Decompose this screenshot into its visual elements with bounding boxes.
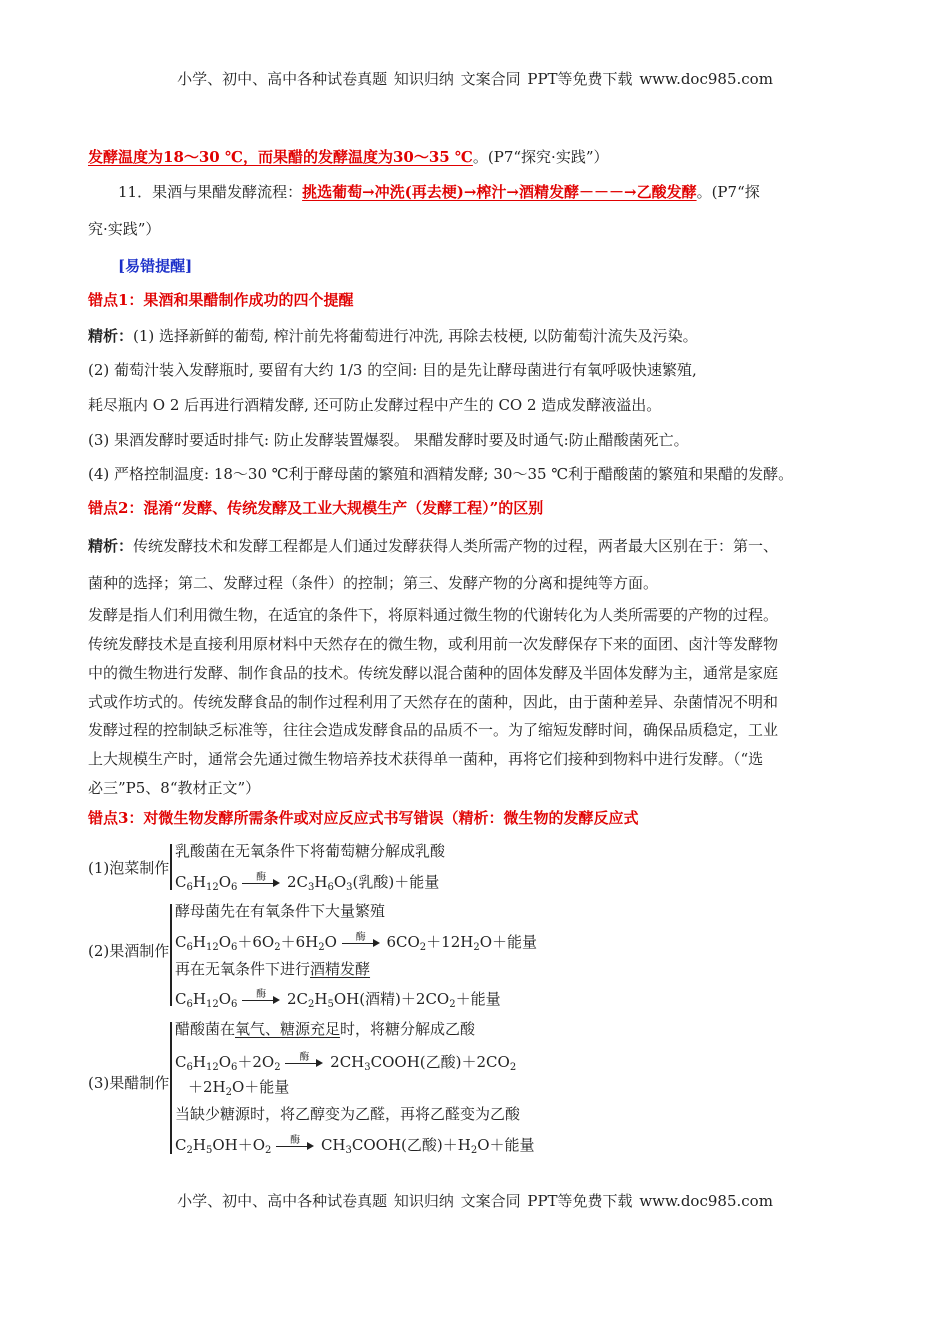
vinegar-eq2-lhs: $C_2H_5OH+O_2$ bbox=[175, 1136, 272, 1156]
enzyme-label: 酶 bbox=[355, 932, 366, 943]
vinegar-label: (3)果醋制作 bbox=[88, 1074, 170, 1092]
pickle-eq-rhs: $2C_3H_6O_3$(乳酸)＋能量 bbox=[286, 873, 440, 893]
vinegar-eq1-rhs: $2CH_3COOH$(乙酸)$+2CO_2$ bbox=[330, 1053, 517, 1073]
vinegar-equation-2 bbox=[175, 1134, 535, 1156]
wine-equation-1 bbox=[175, 931, 537, 953]
error-2-text-1: 传统发酵技术和发酵工程都是人们通过发酵获得人类所需产物的过程，两者最大区别在于：第一、 bbox=[133, 537, 779, 555]
error-1-line-4: (3) 果酒发酵时要适时排气: 防止发酵装置爆裂。 果醋发酵时要及时通气:防止醋酸菌死亡。 bbox=[88, 431, 689, 449]
vinegar-eq1-lhs: $C_6H_{12}O_6+2O_2$ bbox=[175, 1053, 281, 1073]
error-1-text-1: (1) 选择新鲜的葡萄, 榨汁前先将葡萄进行冲洗, 再除去枝梗, 以防葡萄汁流失及污染。 bbox=[133, 327, 698, 345]
wine-desc-1: 酵母菌先在有氧条件下大量繁殖 bbox=[175, 902, 386, 920]
page-header: 小学、初中、高中各种试卷真题 知识归纳 文案合同 PPT等免费下载 www.doc985.com bbox=[177, 70, 773, 88]
wine-equation-2 bbox=[175, 988, 501, 1010]
vinegar-brace bbox=[170, 1022, 172, 1154]
error-2-para-2: 传统发酵技术是直接利用原材料中天然存在的微生物，或利用前一次发酵保存下来的面团、卤汁等发酵物 bbox=[88, 635, 779, 653]
enzyme-arrow-icon bbox=[342, 932, 382, 950]
tip-heading: [易错提醒] bbox=[118, 257, 193, 275]
wine-desc-2-pre: 再在无氧条件下进行 bbox=[175, 960, 311, 978]
enzyme-arrow-icon bbox=[242, 989, 282, 1007]
error-1-line-1 bbox=[88, 324, 698, 348]
vinegar-desc-1-pre: 醋酸菌在 bbox=[175, 1020, 236, 1038]
pickle-label: (1)泡菜制作 bbox=[88, 859, 170, 877]
analysis-label: 精析： bbox=[88, 537, 134, 555]
item-11-continuation: 究·实践”） bbox=[88, 220, 161, 238]
enzyme-arrow-icon bbox=[276, 1135, 316, 1153]
page-footer: 小学、初中、高中各种试卷真题 知识归纳 文案合同 PPT等免费下载 www.doc985.com bbox=[177, 1192, 773, 1210]
item-11-line bbox=[118, 180, 760, 204]
pickle-equation bbox=[175, 871, 439, 893]
error-2-para-3: 中的微生物进行发酵、制作食品的技术。传统发酵以混合菌种的固体发酵及半固体发酵为主，通常是家庭 bbox=[88, 664, 779, 682]
enzyme-label: 酶 bbox=[256, 989, 267, 1000]
analysis-label: 精析： bbox=[88, 327, 134, 345]
wine-eq2-rhs: $2C_2H_5OH$(酒精)$+2CO_2+$能量 bbox=[286, 990, 501, 1010]
error-1-line-5: (4) 严格控制温度: 18～30 ℃利于酵母菌的繁殖和酒精发酵; 30～35 ℃利于醋酸菌的繁殖和果醋的发酵。 bbox=[88, 465, 794, 483]
wine-eq1-lhs: $C_6H_{12}O_6+6O_2+6H_2O$ bbox=[175, 933, 337, 953]
error-2-line-1 bbox=[88, 534, 778, 558]
enzyme-arrow-icon bbox=[242, 872, 282, 890]
wine-label: (2)果酒制作 bbox=[88, 942, 170, 960]
item-11-prefix: 11．果酒与果醋发酵流程： bbox=[118, 183, 303, 201]
vinegar-desc-1 bbox=[175, 1018, 475, 1039]
enzyme-arrow-icon bbox=[285, 1052, 325, 1070]
enzyme-label: 酶 bbox=[299, 1052, 310, 1063]
wine-desc-2 bbox=[175, 958, 370, 979]
error-2-para-7: 必三”P5、8“教材正文”） bbox=[88, 779, 261, 797]
error-1-title: 错点1：果酒和果醋制作成功的四个提醒 bbox=[88, 291, 354, 309]
error-2-title: 错点2：混淆“发酵、传统发酵及工业大规模生产（发酵工程）”的区别 bbox=[88, 499, 544, 517]
vinegar-desc-2: 当缺少糖源时，将乙醇变为乙醛，再将乙醛变为乙酸 bbox=[175, 1105, 521, 1123]
item-11-flow: 挑选葡萄→冲洗(再去梗)→榨汁→酒精发酵－－－→乙酸发酵 bbox=[302, 183, 697, 201]
error-2-para-5: 发酵过程的控制缺乏标准等，往往会造成发酵食品的品质不一。为了缩短发酵时间，确保品质稳定，工业 bbox=[88, 721, 779, 739]
pickle-eq-lhs: $C_6H_{12}O_6$ bbox=[175, 873, 238, 893]
vinegar-equation-1 bbox=[175, 1051, 516, 1073]
error-3-title: 错点3：对微生物发酵所需条件或对应反应式书写错误（精析：微生物的发酵反应式 bbox=[88, 809, 639, 827]
enzyme-label: 酶 bbox=[290, 1135, 301, 1146]
error-2-line-2: 菌种的选择；第二、发酵过程（条件）的控制；第三、发酵产物的分离和提纯等方面。 bbox=[88, 574, 659, 592]
error-2-para-6: 上大规模生产时，通常会先通过微生物培养技术获得单一菌种，再将它们接种到物料中进行发酵。（“选 bbox=[88, 750, 764, 768]
vinegar-equation-1-cont: $+2H_2O+$能量 bbox=[188, 1078, 290, 1098]
wine-eq1-rhs: $6CO_2+12H_2O+$能量 bbox=[386, 933, 538, 953]
temperature-line bbox=[88, 145, 609, 169]
error-2-para-1: 发酵是指人们利用微生物，在适宜的条件下，将原料通过微生物的代谢转化为人类所需要的产物的过程。 bbox=[88, 606, 779, 624]
item-11-suffix: 。(P7“探 bbox=[696, 183, 760, 201]
vinegar-desc-1-post: 时，将糖分解成乙酸 bbox=[340, 1020, 476, 1038]
pickle-brace bbox=[170, 844, 172, 890]
pickle-desc: 乳酸菌在无氧条件下将葡萄糖分解成乳酸 bbox=[175, 842, 446, 860]
error-2-para-4: 式或作坊式的。传统发酵食品的制作过程利用了天然存在的菌种，因此，由于菌种差异、杂菌情况不明和 bbox=[88, 693, 779, 711]
wine-eq2-lhs: $C_6H_{12}O_6$ bbox=[175, 990, 238, 1010]
wine-desc-2-underlined: 酒精发酵 bbox=[310, 960, 371, 978]
wine-brace bbox=[170, 904, 172, 1006]
enzyme-label: 酶 bbox=[256, 872, 267, 883]
vinegar-desc-1-underlined: 氧气、糖源充足 bbox=[235, 1020, 341, 1038]
temperature-highlight: 发酵温度为18～30 ℃，而果醋的发酵温度为30～35 ℃ bbox=[88, 148, 473, 166]
error-1-line-2: (2) 葡萄汁装入发酵瓶时, 要留有大约 1/3 的空间: 目的是先让酵母菌进行有氧呼吸快速繁殖, bbox=[88, 361, 697, 379]
error-1-line-3: 耗尽瓶内 O 2 后再进行酒精发酵, 还可防止发酵过程中产生的 CO 2 造成发酵液溢出。 bbox=[88, 396, 662, 414]
temperature-ref: 。(P7“探究·实践”） bbox=[472, 148, 609, 166]
vinegar-eq2-rhs: $CH_3COOH$(乙酸)$+H_2O+$能量 bbox=[320, 1136, 535, 1156]
